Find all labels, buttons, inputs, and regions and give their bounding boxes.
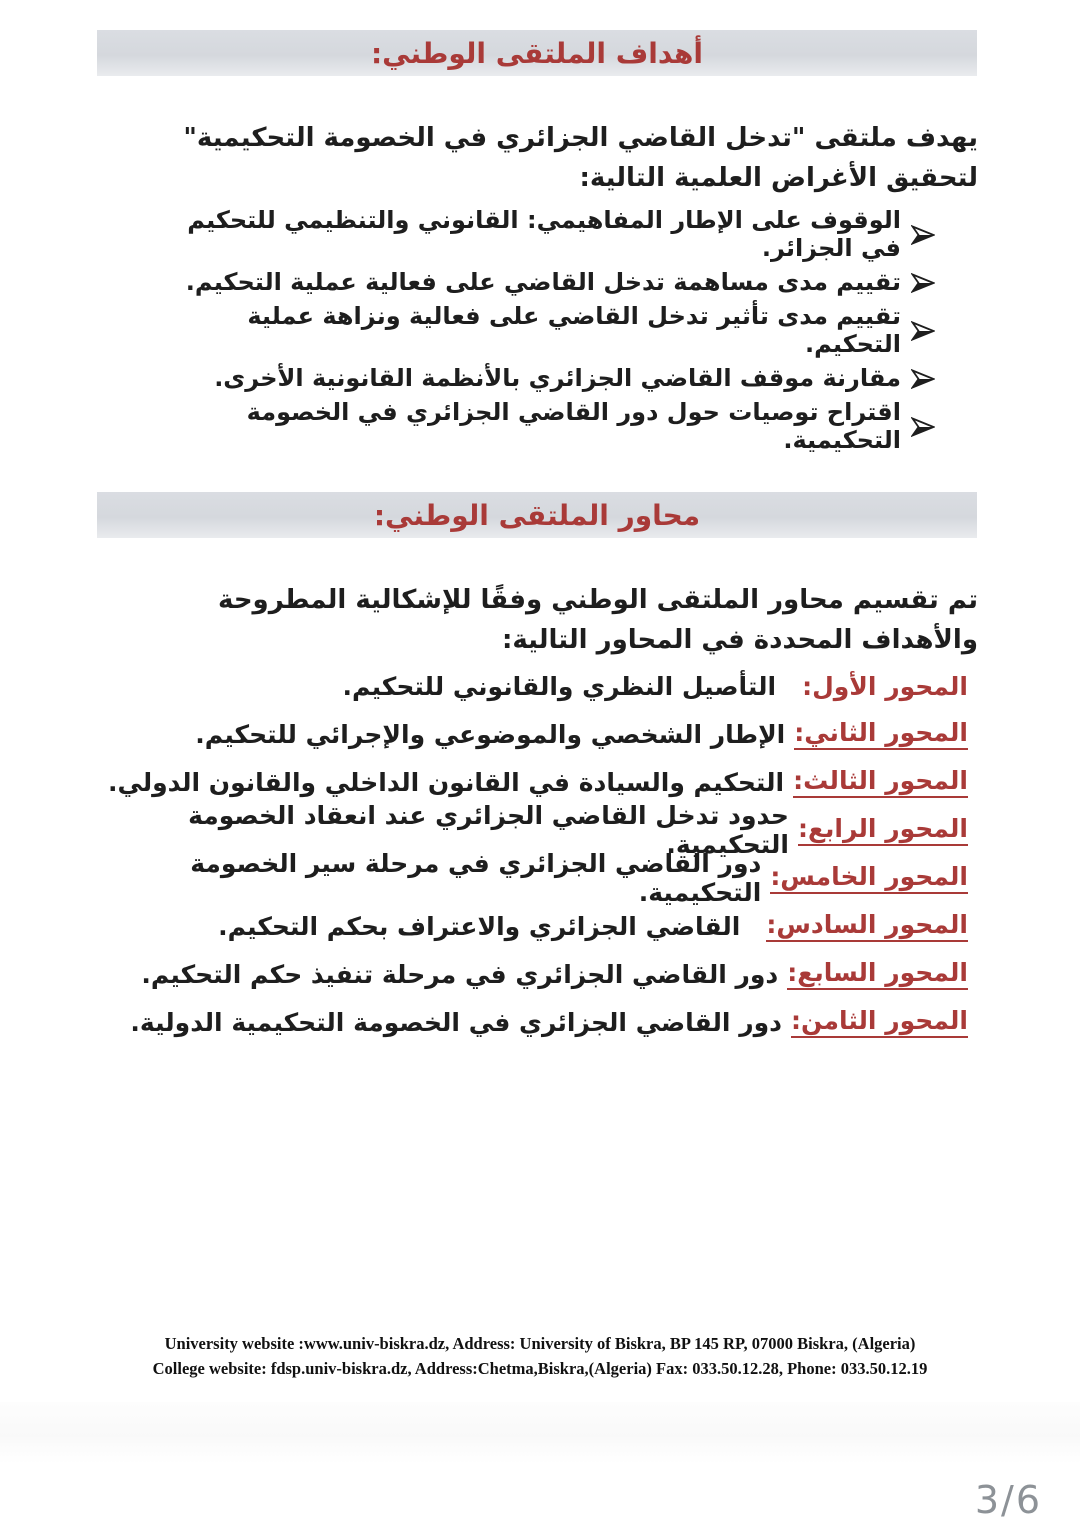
arrowhead-bullet-icon <box>911 321 935 341</box>
axis-label: المحور السابع: <box>787 958 968 990</box>
bullet-text: مقارنة موقف القاضي الجزائري بالأنظمة القانونية الأخرى. <box>214 364 901 392</box>
axis-label: المحور الخامس: <box>770 862 968 894</box>
list-item <box>160 302 935 358</box>
arrowhead-bullet-icon <box>911 273 935 293</box>
section-header-objectives <box>97 30 977 76</box>
bullet-text: اقتراح توصيات حول دور القاضي الجزائري في الخصومة التحكيمية. <box>246 398 901 454</box>
axis-item <box>100 801 968 859</box>
axis-label: المحور السادس: <box>766 910 968 942</box>
axes-list <box>100 662 968 1046</box>
list-item <box>160 258 935 306</box>
arrowhead-bullet-icon <box>911 417 935 437</box>
axis-label: المحور الثالث: <box>793 766 968 798</box>
bullet-text: تقييم مدى تأثير تدخل القاضي على فعالية ونزاهة عملية التحكيم. <box>247 302 901 358</box>
axis-label: المحور الأول: <box>802 671 968 701</box>
axis-text: دور القاضي الجزائري في الخصومة التحكيمية الدولية. <box>130 1007 782 1037</box>
arrowhead-bullet-icon <box>911 225 935 245</box>
objectives-list <box>160 206 935 454</box>
page-number: 3/6 <box>974 1478 1042 1522</box>
list-item <box>160 398 935 454</box>
scan-artifact-band <box>0 1402 1080 1464</box>
axis-label: المحور الرابع: <box>798 814 968 846</box>
axis-text: الإطار الشخصي والموضوعي والإجرائي للتحكيم. <box>195 719 786 749</box>
axis-item <box>100 950 968 998</box>
axis-item <box>100 998 968 1046</box>
axis-text: دور القاضي الجزائري في مرحلة تنفيذ حكم التحكيم. <box>141 959 779 989</box>
axis-label: المحور الثامن: <box>791 1006 968 1038</box>
axis-item <box>100 758 968 806</box>
objectives-title: أهداف الملتقى الوطني: <box>370 36 704 70</box>
list-item <box>160 354 935 402</box>
footer-line-college: College website: fdsp.univ-biskra.dz, Address:Chetma,Biskra,(Algeria) Fax: 033.50.12.28, Phone: 033.50.12.19 <box>152 1359 928 1378</box>
bullet-text: تقييم مدى مساهمة تدخل القاضي على فعالية عملية التحكيم. <box>185 268 901 296</box>
axis-text: دور القاضي الجزائري في مرحلة سير الخصومة التحكيمية. <box>190 849 762 907</box>
axis-text: التحكيم والسيادة في القانون الداخلي والقانون الدولي. <box>107 767 785 797</box>
axis-text: القاضي الجزائري والاعتراف بحكم التحكيم. <box>218 911 741 941</box>
axes-intro: تم تقسيم محاور الملتقى الوطني وفقًا للإشكالية المطروحة والأهداف المحددة في المحاور التالية: <box>218 585 978 655</box>
list-item <box>160 206 935 262</box>
page-footer <box>0 1331 1080 1381</box>
arrowhead-bullet-icon <box>911 369 935 389</box>
axes-title: محاور الملتقى الوطني: <box>373 498 701 532</box>
axis-text: التأصيل النظري والقانوني للتحكيم. <box>342 671 777 701</box>
bullet-text: الوقوف على الإطار المفاهيمي: القانوني والتنظيمي للتحكيم في الجزائر. <box>187 206 901 262</box>
axis-item <box>100 849 968 907</box>
section-header-axes <box>97 492 977 538</box>
axis-label: المحور الثاني: <box>794 718 968 750</box>
objectives-intro: يهدف ملتقى "تدخل القاضي الجزائري في الخصومة التحكيمية" لتحقيق الأغراض العلمية التالية: <box>183 123 978 193</box>
axis-item <box>100 902 968 950</box>
axis-text: حدود تدخل القاضي الجزائري عند انعقاد الخصومة التحكيمية. <box>188 801 789 859</box>
axis-item <box>100 662 968 710</box>
axis-item <box>100 710 968 758</box>
footer-line-university: University website :www.univ-biskra.dz, Address: University of Biskra, BP 145 RP, 07000 Biskra, (Algeria) <box>164 1334 916 1353</box>
